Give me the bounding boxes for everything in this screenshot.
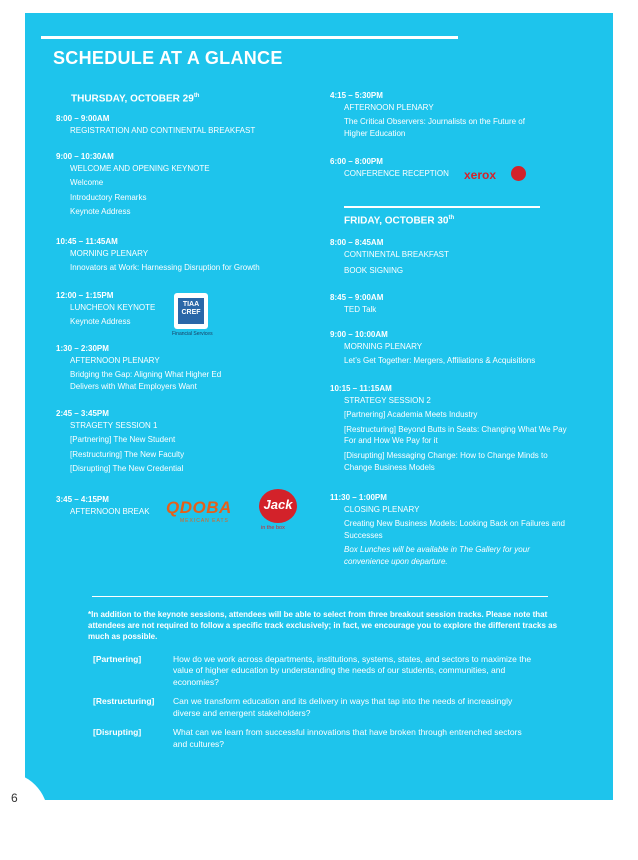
track-row: [Restructuring] Can we transform education and its delivery in ways that tap into the needs of increasingly diverse and emergent stakeholders?	[93, 696, 513, 718]
thursday-session-3: 10:45 – 11:45AM MORNING PLENARY Innovators at Work: Harnessing Disruption for Growth	[56, 237, 260, 273]
friday-session-4: 10:15 – 11:15AM STRATEGY SESSION 2 [Partnering] Academia Meets Industry [Restructuring] Beyond Butts in Seats: Changing What We Pay For and How We Pay for it [Disrupting] Messaging Change: How to Change Minds to Change Business Models	[330, 384, 567, 472]
qdoba-logo: QDOBA	[166, 498, 232, 517]
xerox-logo: xerox	[464, 168, 497, 182]
thursday-session-1: 8:00 – 9:00AM REGISTRATION AND CONTINENTAL BREAKFAST	[56, 114, 256, 135]
friday-session-1: 8:00 – 8:45AM CONTINENTAL BREAKFAST BOOK SIGNING	[330, 238, 449, 276]
jack-in-the-box-caption: in the box	[261, 525, 285, 531]
thursday-session-8: 4:15 – 5:30PM AFTERNOON PLENARY The Critical Observers: Journalists on the Future of Higher Education	[330, 91, 525, 138]
thursday-session-4: 12:00 – 1:15PM LUNCHEON KEYNOTE Keynote Address	[56, 291, 156, 327]
friday-rule	[344, 206, 540, 208]
thursday-heading: THURSDAY, OCTOBER 29th	[71, 93, 200, 105]
thursday-session-2: 9:00 – 10:30AM WELCOME AND OPENING KEYNOTE Welcome Introductory Remarks Keynote Address	[56, 152, 210, 217]
xerox-ball-icon	[511, 166, 526, 181]
friday-session-3: 9:00 – 10:00AM MORNING PLENARY Let’s Get Together: Mergers, Affiliations & Acquisitions	[330, 330, 536, 366]
tiaa-cref-logo: TIAA CREF	[174, 293, 208, 329]
thursday-session-6: 2:45 – 3:45PM STRAGETY SESSION 1 [Partnering] The New Student [Restructuring] The New Faculty [Disrupting] The New Credential	[56, 409, 185, 474]
top-rule	[41, 36, 458, 39]
footnote-rule	[92, 596, 548, 597]
thursday-session-9: 6:00 – 8:00PM CONFERENCE RECEPTION	[330, 157, 449, 178]
friday-heading: FRIDAY, OCTOBER 30th	[344, 215, 455, 227]
jack-in-the-box-logo: Jack	[259, 489, 297, 523]
qdoba-caption: MEXICAN EATS	[180, 518, 229, 524]
friday-session-2: 8:45 – 9:00AM TED Talk	[330, 293, 384, 314]
tiaa-cref-caption: Financial Services	[172, 331, 213, 337]
friday-session-5: 11:30 – 1:00PM CLOSING PLENARY Creating New Business Models: Looking Back on Failures and Successes Box Lunches will be available in The Gallery for your convenience upon departure.	[330, 493, 566, 566]
footnote: *In addition to the keynote sessions, attendees will be able to select from three breakout session tracks. Please note that attendees are not required to follow a specific track exclusively; in fact, we encourage you to explore the different tracks as much as possible.	[88, 610, 558, 642]
thursday-session-7: 3:45 – 4:15PM AFTERNOON BREAK	[56, 495, 150, 516]
page-number: 6	[11, 791, 18, 805]
track-row: [Partnering] How do we work across departments, institutions, systems, states, and sectors to maximize the value of higher education by understanding the needs of our students, communities, and economies?	[93, 654, 532, 687]
track-row: [Disrupting] What can we learn from successful innovations that have broken through entrenched sectors and cultures?	[93, 727, 522, 749]
page-title: SCHEDULE AT A GLANCE	[53, 48, 283, 68]
thursday-session-5: 1:30 – 2:30PM AFTERNOON PLENARY Bridging the Gap: Aligning What Higher Ed Delivers with What Employers Want	[56, 344, 222, 391]
track-list	[93, 654, 533, 758]
